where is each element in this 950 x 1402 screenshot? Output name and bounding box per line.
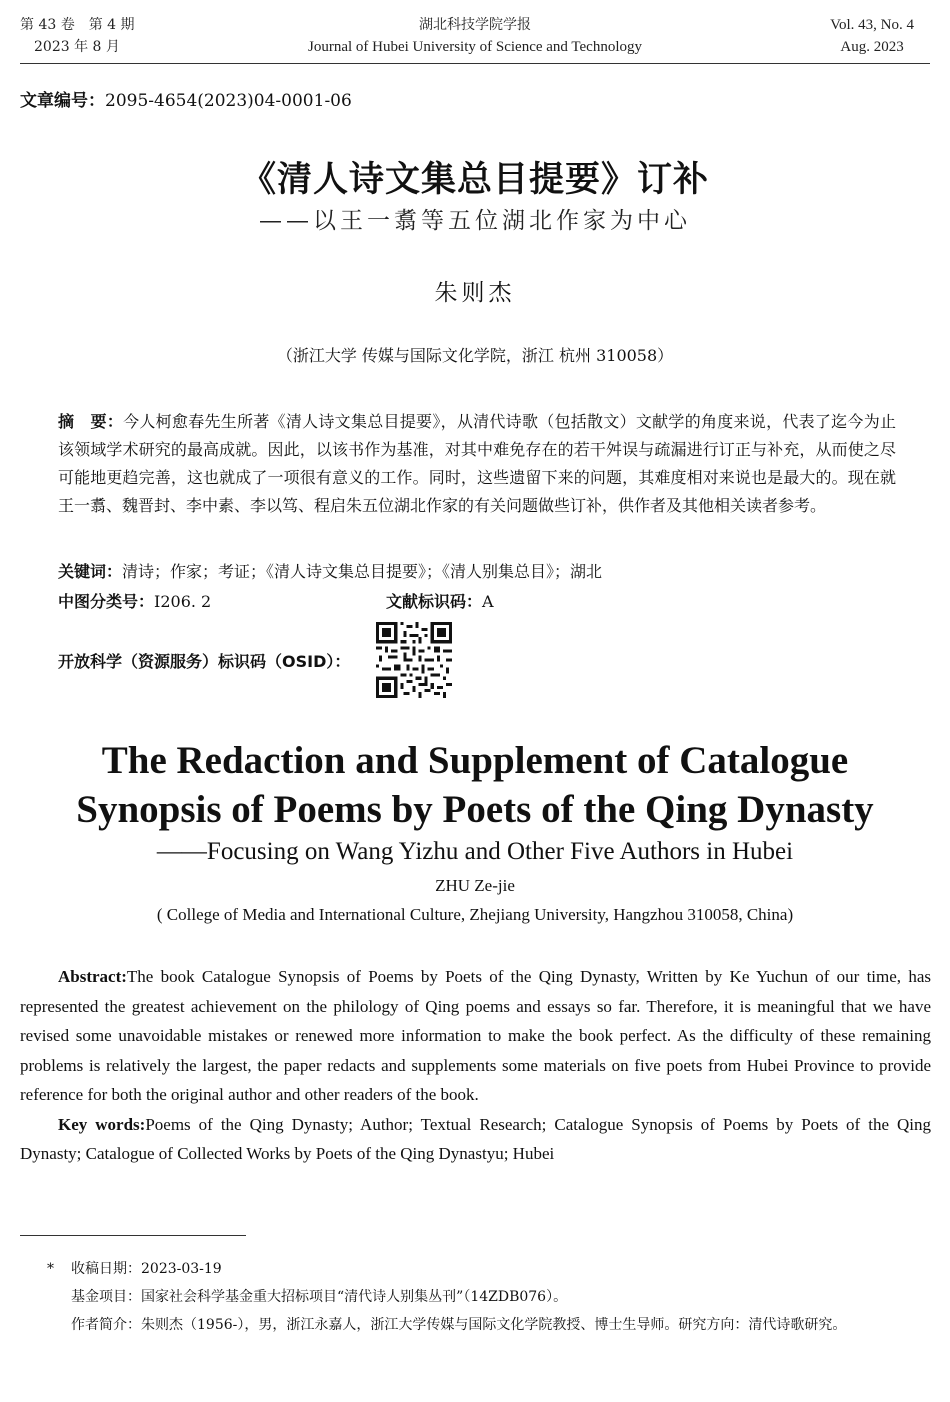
abstract-en-text: The book Catalogue Synopsis of Poems by Poets of the Qing Dynasty, Written by Ke Yuchun of our time, has represented the greatest achievement on the philology of Qing poems and essays so far. Therefore, it is meaningful that we have revised some unavoidable mistakes or renewed more information to make the book perfect. As the difficulty of these remaining problems is relatively the largest, the paper redacts and supplements some materials on five poets from Hubei Province to provide reference for both the original author and other readers of the book. — [20, 967, 931, 1104]
header-volume-en-block — [830, 14, 914, 58]
article-number — [20, 86, 352, 111]
qr-code[interactable] — [376, 622, 452, 698]
keywords-cn-text: 清诗；作家；考证；《清人诗文集总目提要》；《清人别集总目》；湖北 — [122, 562, 603, 581]
footnote-author-intro: 作者简介：朱则杰（1956-），男，浙江永嘉人，浙江大学传媒与国际文化学院教授、博士生导师。研究方向：清代诗歌研究。 — [71, 1317, 847, 1333]
clc-number — [58, 590, 211, 614]
document-code — [386, 590, 494, 614]
footnote-fund: 基金项目：国家社会科学基金重大招标项目“清代诗人别集丛刊”（14ZDB076）。 — [71, 1289, 568, 1305]
keywords-en-text: Poems of the Qing Dynasty; Author; Textual Research; Catalogue Synopsis of Poems by Poets of the Qing Dynasty; Catalogue of Collected Works by Poets of the Qing Dynastyu; Hubei — [20, 1114, 931, 1163]
abstract-cn-label: 摘 要： — [58, 412, 124, 431]
title-cn: 《清人诗文集总目提要》订补 — [240, 159, 709, 200]
footnote — [47, 1255, 937, 1339]
header-volume-cn: 第 43 卷 第 4 期 — [20, 17, 135, 33]
header-date-cn: 2023 年 8 月 — [34, 39, 120, 55]
author-cn: 朱则杰 — [434, 280, 516, 306]
affiliation-en: ( College of Media and International Culture, Zhejiang University, Hangzhou 310058, China) — [156, 905, 794, 924]
abstract-en — [20, 962, 931, 1110]
abstract-en-block — [20, 962, 931, 1169]
keywords-cn-label: 关键词： — [58, 562, 123, 581]
subtitle-cn: ——以王一翥等五位湖北作家为中心 — [259, 208, 691, 234]
osid — [58, 650, 350, 674]
title-en-line1: The Redaction and Supplement of Catalogue — [101, 739, 849, 782]
document-code-value: A — [482, 592, 494, 611]
author-en: ZHU Ze-jie — [435, 876, 515, 895]
document-code-label: 文献标识码： — [386, 592, 483, 611]
header-date-en: Aug. 2023 — [840, 39, 904, 55]
article-number-label: 文章编号： — [20, 91, 105, 111]
abstract-cn-text: 今人柯愈春先生所著《清人诗文集总目提要》，从清代诗歌（包括散文）文献学的角度来说，代表了迄今为止该领域学术研究的最高成就。因此，以该书作为基准，对其中难免存在的若干舛误与疏漏进行订正与补充，从而使之尽可能地更趋完善，这也就成了一项很有意义的工作。同时，这些遗留下来的问题，其难度相对来说也是最大的。现在就王一翥、魏晋封、李中素、李以笃、程启朱五位湖北作家的有关问题做些订补，供作者及其他相关读者参考。 — [58, 412, 896, 515]
clc-value: I206. 2 — [154, 592, 212, 611]
keywords-en-label: Key words: — [58, 1114, 146, 1134]
header-divider — [20, 63, 930, 64]
abstract-cn — [58, 408, 896, 520]
header-journal-en: Journal of Hubei University of Science and Technology — [307, 39, 642, 55]
footnote-divider — [20, 1235, 246, 1236]
title-en — [0, 736, 950, 834]
osid-label: 开放科学（资源服务）标识码（OSID）： — [58, 652, 351, 671]
subtitle-en: ——Focusing on Wang Yizhu and Other Five Authors in Hubei — [156, 838, 794, 865]
header-volume-en: Vol. 43, No. 4 — [830, 17, 914, 33]
header-journal-cn: 湖北科技学院学报 — [419, 17, 531, 33]
clc-label: 中图分类号： — [58, 592, 155, 611]
affiliation-cn: （浙江大学 传媒与国际文化学院，浙江 杭州 310058） — [276, 346, 674, 365]
title-en-line2: Synopsis of Poems by Poets of the Qing Dynasty — [76, 788, 874, 831]
keywords-cn — [58, 560, 602, 584]
article-number-value: 2095-4654(2023)04-0001-06 — [105, 91, 352, 111]
footnote-received: 收稿日期：2023-03-19 — [71, 1261, 222, 1277]
abstract-en-label: Abstract: — [58, 967, 127, 986]
keywords-en — [20, 1110, 931, 1169]
header-journal — [0, 14, 950, 58]
footnote-mark: * — [47, 1261, 54, 1277]
